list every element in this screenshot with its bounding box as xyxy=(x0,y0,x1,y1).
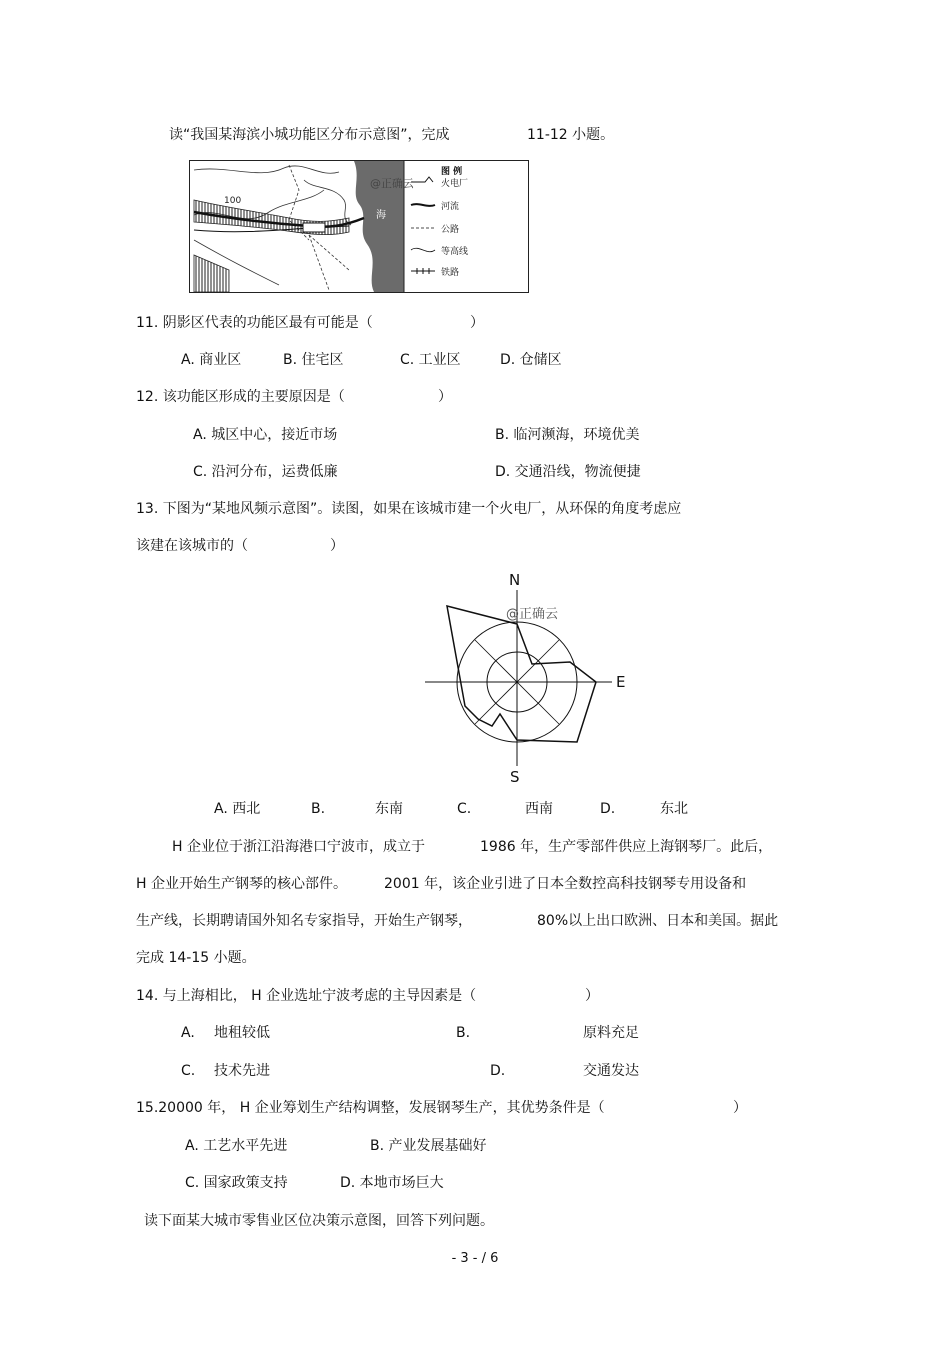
legend-title: 图 例 xyxy=(441,167,463,177)
q14-stem: 14. 与上海相比， H 企业选址宁波考虑的主导因素是（ xyxy=(136,988,477,1004)
legend-item-river: 河流 xyxy=(441,202,460,212)
sea-label: 海 xyxy=(376,210,386,221)
q13-close: ） xyxy=(330,538,344,554)
power-plant-station xyxy=(303,223,325,232)
watermark: @正确云 xyxy=(370,177,414,190)
q15-option-a: A. 工艺水平先进 xyxy=(185,1138,288,1154)
legend-item-highway: 公路 xyxy=(441,225,460,235)
passage-line3a: 生产线，长期聘请国外知名专家指导，开始生产钢琴， xyxy=(136,913,472,929)
q13-option-a: A. 西北 xyxy=(214,801,261,817)
contour-label: 100 xyxy=(224,196,242,206)
q13-option-b-text: 东南 xyxy=(375,801,403,817)
q13-stem-line1: 13. 下图为“某地风频示意图”。读图，如果在该城市建一个火电厂，从环保的角度考虑应 xyxy=(136,501,682,517)
passage-line2a: H 企业开始生产钢琴的核心部件。 xyxy=(136,876,347,892)
q11-option-c: C. 工业区 xyxy=(400,352,461,368)
q12-close: ） xyxy=(438,389,452,405)
q11-option-b: B. 住宅区 xyxy=(283,352,344,368)
q13-option-b-letter: B. xyxy=(311,801,326,817)
q15-stem: 15.20000 年， H 企业筹划生产结构调整，发展钢琴生产，其优势条件是（ xyxy=(136,1100,605,1116)
q15-close: ） xyxy=(733,1100,747,1116)
rose-north-label: N xyxy=(509,571,521,589)
legend-item-power-plant: 火电厂 xyxy=(441,179,469,189)
wind-frequency-rose xyxy=(420,566,634,786)
q14-option-c-letter: C. xyxy=(181,1063,196,1079)
q12-option-a: A. 城区中心，接近市场 xyxy=(193,427,338,443)
q14-option-d-letter: D. xyxy=(490,1063,506,1079)
q13-option-c-text: 西南 xyxy=(525,801,553,817)
q11-option-a: A. 商业区 xyxy=(181,352,242,368)
passage-line2b: 2001 年，该企业引进了日本全数控高科技钢琴专用设备和 xyxy=(384,876,747,892)
q14-option-c-text: 技术先进 xyxy=(214,1063,270,1079)
q11-close: ） xyxy=(470,315,484,331)
q15-option-c: C. 国家政策支持 xyxy=(185,1175,288,1191)
q13-option-d-text: 东北 xyxy=(660,801,688,817)
q11-stem: 11. 阴影区代表的功能区最有可能是（ xyxy=(136,315,373,331)
intro-text: 读“我国某海滨小城功能区分布示意图”，完成 xyxy=(169,127,450,143)
page-number: - 3 - / 6 xyxy=(451,1251,499,1266)
q11-option-d: D. 仓储区 xyxy=(500,352,562,368)
q14-option-d-text: 交通发达 xyxy=(583,1063,639,1079)
city-function-zone-map xyxy=(189,160,529,293)
q14-option-a-letter: A. xyxy=(181,1025,195,1041)
q13-option-d-letter: D. xyxy=(600,801,616,817)
q14-option-b-text: 原料充足 xyxy=(583,1025,639,1041)
q14-option-a-text: 地租较低 xyxy=(214,1025,270,1041)
q13-stem-line2: 该建在该城市的（ xyxy=(136,538,248,554)
passage-line4: 完成 14-15 小题。 xyxy=(136,950,256,966)
passage-line1a: H 企业位于浙江沿海港口宁波市，成立于 xyxy=(172,839,425,855)
q13-option-c-letter: C. xyxy=(457,801,472,817)
q12-option-d: D. 交通沿线，物流便捷 xyxy=(495,464,641,480)
q15-option-d: D. 本地市场巨大 xyxy=(340,1175,444,1191)
legend-item-contour: 等高线 xyxy=(441,247,469,257)
wind-frequency-polygon xyxy=(447,606,596,742)
q12-stem: 12. 该功能区形成的主要原因是（ xyxy=(136,389,345,405)
q15-option-b: B. 产业发展基础好 xyxy=(370,1138,487,1154)
next-section-intro: 读下面某大城市零售业区位决策示意图，回答下列问题。 xyxy=(144,1213,494,1229)
q14-option-b-letter: B. xyxy=(456,1025,471,1041)
q12-option-b: B. 临河濒海，环境优美 xyxy=(495,427,640,443)
passage-line3b: 80%以上出口欧洲、日本和美国。据此 xyxy=(537,913,779,929)
intro-range: 11-12 小题。 xyxy=(527,127,615,143)
passage-line1b: 1986 年，生产零部件供应上海钢琴厂。此后， xyxy=(480,839,773,855)
rose-south-label: S xyxy=(510,768,520,786)
q12-option-c: C. 沿河分布，运费低廉 xyxy=(193,464,338,480)
legend-item-railway: 铁路 xyxy=(441,268,460,278)
rose-east-label: E xyxy=(616,673,626,691)
rose-watermark: @正确云 xyxy=(506,607,559,622)
q14-close: ） xyxy=(585,988,599,1004)
